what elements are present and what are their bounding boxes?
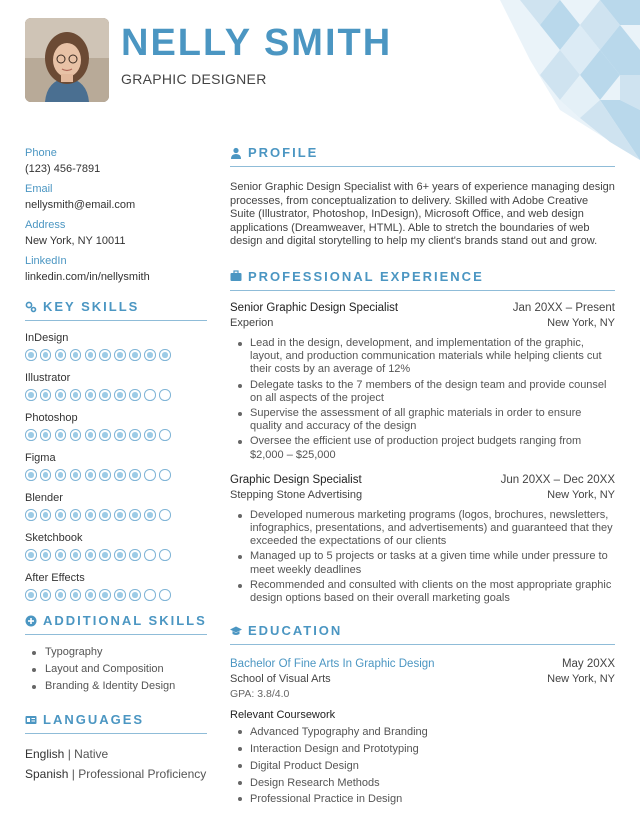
rating-dot-filled [25,549,37,561]
rating-dot-filled [55,589,67,601]
school-name: School of Visual Arts [230,673,331,686]
gpa: GPA: 3.8/4.0 [230,688,290,701]
rating-dot-filled [114,549,126,561]
skill-row [25,371,207,401]
additional-skills-list [25,644,207,695]
rating-dot-filled [129,549,141,561]
rating-dot-filled [85,349,97,361]
rating-dot-filled [70,509,82,521]
rating-dot-filled [40,509,52,521]
rating-dot-filled [40,549,52,561]
rating-dot-filled [40,429,52,441]
rating-dot-empty [159,589,171,601]
rating-dot-filled [85,549,97,561]
rating-dot-empty [144,469,156,481]
skill-row [25,411,207,441]
rating-dot-filled [55,349,67,361]
rating-dot-empty [159,429,171,441]
job-location: New York, NY [547,488,615,501]
person-icon [230,147,242,159]
rating-dot-filled [55,469,67,481]
list-item: Branding & Identity Design [25,678,207,695]
coursework-list [230,724,615,808]
rating-dot-filled [85,389,97,401]
skill-name: Photoshop [25,412,78,424]
rating-dot-filled [129,389,141,401]
skill-name: Illustrator [25,372,71,384]
list-item: Digital Product Design [230,758,615,775]
job-company: Stepping Stone Advertising [230,488,363,501]
rating-dot-filled [99,429,111,441]
list-item: Supervise the assessment of all graphic materials in order to ensure quality and accuracy of the design [230,407,615,433]
languages-list [25,744,207,784]
rating-dot-filled [40,389,52,401]
rating-dot-filled [99,349,111,361]
contact-value: (123) 456-7891 [25,163,101,175]
rating-dot-filled [85,429,97,441]
skill-name: InDesign [25,332,69,344]
rating-dot-filled [70,349,82,361]
rating-dot-empty [159,509,171,521]
job-bullets [230,337,615,462]
skill-rating [25,469,207,481]
list-item: Delegate tasks to the 7 members of the design team and provide counsel on all aspects of the project [230,379,615,405]
rating-dot-filled [70,469,82,481]
skill-name: Blender [25,492,63,504]
section-title: PROFILE [248,145,319,160]
rating-dot-filled [85,469,97,481]
job-location: New York, NY [547,316,615,329]
school-location: New York, NY [547,673,615,686]
rating-dot-filled [40,349,52,361]
rating-dot-empty [159,389,171,401]
skill-row [25,531,207,561]
rating-dot-filled [25,389,37,401]
job-bullets [230,509,615,605]
profile-summary: Senior Graphic Design Specialist with 6+ years of experience managing design processes, from conceptualization to delivery. Skilled with Adobe Creative Suite (Illustrator, Photoshop, InDesign), Microsoft Office, and web design applications (Dreamweaver, HTML). Able to stretch the boundaries of web design and digital storytelling to help my client's brands stand out and grow. [230,181,615,248]
rating-dot-empty [144,389,156,401]
job-entry [230,301,615,462]
rating-dot-filled [25,429,37,441]
rating-dot-filled [70,589,82,601]
contact-value[interactable]: nellysmith@email.com [25,199,136,211]
language-separator: | [71,767,75,781]
rating-dot-filled [129,429,141,441]
rating-dot-filled [55,509,67,521]
briefcase-icon [230,270,242,282]
section-title: KEY SKILLS [43,299,140,314]
rating-dot-filled [55,389,67,401]
job-entry [230,473,615,605]
skill-name: Sketchbook [25,532,83,544]
rating-dot-empty [159,469,171,481]
list-item: Advanced Typography and Branding [230,724,615,741]
rating-dot-filled [25,469,37,481]
rating-dot-filled [40,589,52,601]
degree-title: Bachelor Of Fine Arts In Graphic Design [230,658,435,671]
section-title: ADDITIONAL SKILLS [43,613,207,628]
rating-dot-filled [114,429,126,441]
job-dates: Jun 20XX – Dec 20XX [500,473,615,486]
rating-dot-filled [40,469,52,481]
skill-name: Figma [25,452,56,464]
list-item: Oversee the efficient use of production project budgets ranging from $2,000 – $25,000 [230,435,615,461]
profile-heading [230,145,615,167]
rating-dot-empty [144,589,156,601]
skill-row [25,331,207,361]
language-name: Spanish [25,767,69,781]
job-position: Senior Graphic Design Specialist [230,301,399,314]
language-level: Native [74,747,109,761]
list-item: Recommended and consulted with clients on the most appropriate graphic design options based on their overall marketing goals [230,579,615,605]
rating-dot-filled [159,349,171,361]
skill-name: After Effects [25,572,85,584]
gears-icon [25,301,37,313]
contact-email [25,181,207,217]
rating-dot-filled [70,389,82,401]
rating-dot-filled [85,589,97,601]
rating-dot-filled [99,509,111,521]
section-title: LANGUAGES [43,712,145,727]
contact-value[interactable]: linkedin.com/in/nellysmith [25,271,150,283]
left-column [25,145,207,784]
rating-dot-filled [25,589,37,601]
language-card-icon [25,714,37,726]
list-item: Lead in the design, development, and implementation of the graphic, layout, and production communication materials while helping clients cut their costs by an average of 12% [230,337,615,377]
education-heading [230,623,615,645]
key-skills-heading [25,299,207,321]
skill-row [25,491,207,521]
list-item: Developed numerous marketing programs (logos, brochures, newsletters, infographics, presentations, and advertisements) and guaranteed that they exceeded the expectations of our clients [230,509,615,549]
list-item: Typography [25,644,207,661]
rating-dot-filled [70,549,82,561]
rating-dot-empty [144,549,156,561]
decorative-cube-pattern [500,0,640,160]
plus-circle-icon [25,615,37,627]
language-separator: | [67,747,71,761]
rating-dot-filled [129,589,141,601]
candidate-name: NELLY SMITH [121,22,393,64]
list-item: Design Research Methods [230,775,615,792]
rating-dot-filled [129,509,141,521]
right-column [230,145,615,808]
additional-skills-heading [25,613,207,635]
skill-rating [25,549,207,561]
skill-rating [25,429,207,441]
contact-address [25,217,207,253]
rating-dot-filled [114,469,126,481]
rating-dot-filled [99,469,111,481]
rating-dot-filled [144,429,156,441]
language-spanish [25,764,207,784]
job-title: GRAPHIC DESIGNER [121,71,267,87]
list-item: Professional Practice in Design [230,791,615,808]
experience-heading [230,269,615,291]
contact-label: Email [25,183,53,195]
language-english [25,744,207,764]
rating-dot-filled [144,349,156,361]
skill-row [25,451,207,481]
skill-row [25,571,207,601]
person-portrait-icon [25,18,109,102]
list-item: Layout and Composition [25,661,207,678]
languages-heading [25,712,207,734]
rating-dot-filled [99,389,111,401]
contact-linkedin [25,253,207,289]
rating-dot-filled [55,549,67,561]
section-title: EDUCATION [248,623,343,639]
skill-rating [25,389,207,401]
section-title: PROFESSIONAL EXPERIENCE [248,268,484,284]
education-entry [230,657,615,808]
rating-dot-filled [70,429,82,441]
skill-rating [25,349,207,361]
rating-dot-filled [55,429,67,441]
rating-dot-filled [25,349,37,361]
contact-section [25,145,207,289]
rating-dot-filled [114,349,126,361]
contact-label: LinkedIn [25,255,67,267]
rating-dot-filled [99,589,111,601]
rating-dot-filled [114,589,126,601]
rating-dot-empty [159,549,171,561]
skills-list [25,331,207,601]
job-dates: Jan 20XX – Present [512,301,615,314]
rating-dot-filled [85,509,97,521]
job-company: Experion [230,316,274,329]
list-item: Managed up to 5 projects or tasks at a given time while under pressure to meet weekly deadlines [230,550,615,576]
contact-phone [25,145,207,181]
skill-rating [25,589,207,601]
language-name: English [25,747,65,761]
list-item: Interaction Design and Prototyping [230,741,615,758]
rating-dot-filled [114,389,126,401]
rating-dot-filled [99,549,111,561]
rating-dot-filled [114,509,126,521]
job-position: Graphic Design Specialist [230,473,362,486]
skill-rating [25,509,207,521]
language-level: Professional Proficiency [78,767,207,781]
rating-dot-filled [144,509,156,521]
rating-dot-filled [25,509,37,521]
education-date: May 20XX [561,658,615,671]
rating-dot-filled [129,349,141,361]
contact-value: New York, NY 10011 [25,235,126,247]
contact-label: Address [25,219,66,231]
contact-label: Phone [25,147,57,159]
coursework-heading: Relevant Coursework [230,709,336,722]
graduation-cap-icon [230,625,242,637]
rating-dot-filled [129,469,141,481]
profile-photo [25,18,109,102]
